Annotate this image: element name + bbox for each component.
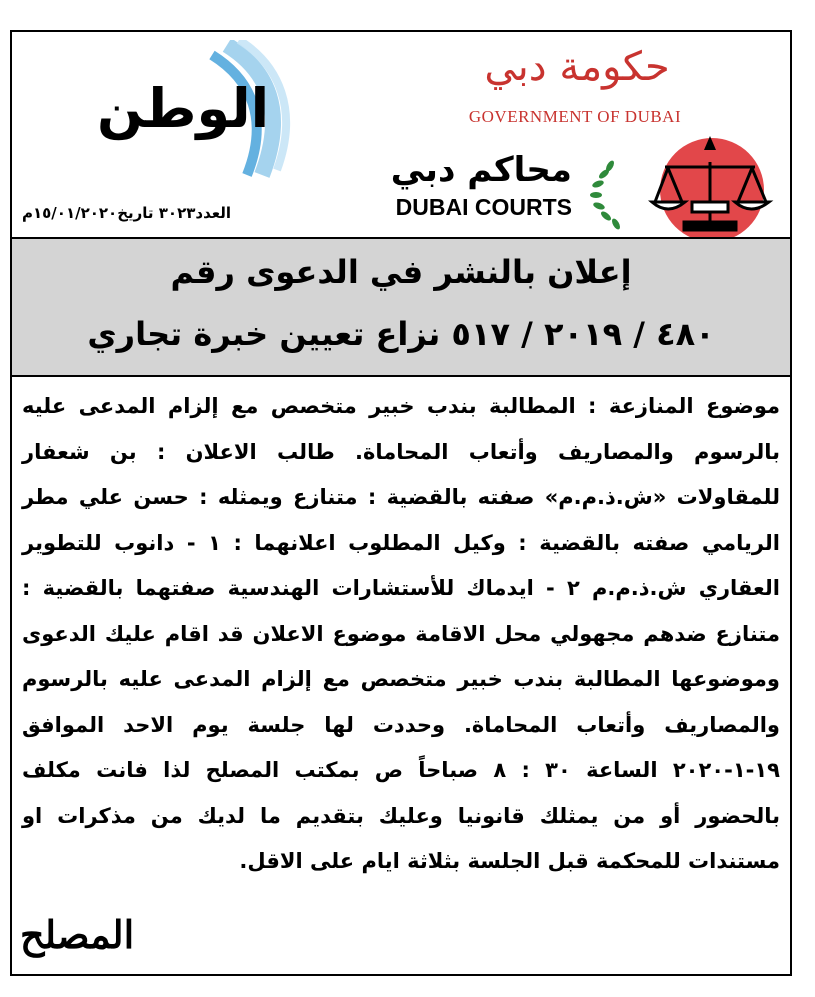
title-band [12, 237, 790, 377]
title-line-2: ٤٨٠ / ٢٠١٩ / ٥١٧ نزاع تعيين خبرة تجاري [87, 315, 715, 353]
courts-name-en: DUBAI COURTS [395, 194, 572, 220]
advertisement-frame [10, 30, 792, 976]
title-line-1: إعلان بالنشر في الدعوى رقم [170, 253, 632, 291]
courts-name-ar: محاكم دبي [390, 150, 572, 190]
newspaper-name: الوطن [97, 77, 270, 140]
issue-line: العدد٣٠٢٣ تاريخ١٥/٠١/٢٠٢٠م [22, 204, 232, 222]
government-name-en: GOVERNMENT OF DUBAI [468, 107, 682, 126]
header [12, 32, 790, 232]
wreath-icon [590, 159, 622, 230]
notice-body: موضوع المنازعة : المطالبة بندب خبير متخصص مع إلزام المدعى عليه بالرسوم والمصاريف وأتعاب المحاماة. طالب الاعلان : بن شعفار للمقاولات «ش.ذ.م.م» صفته بالقضية : متنازع ويمثله : حسن علي مطر الريامي صفته بالقضية : وكيل المطلوب اعلانهما : ١ - دانوب للتطوير العقاري ش.ذ.م.م ٢ - ايدماك للأستشارات الهندسية صفتهما بالقضية : متنازع ضدهم مجهولي محل الاقامة موضوع الاعلان قد اقام عليك الدعوى وموضوعها المطالبة بندب خبير متخصص مع إلزام المدعى عليه بالرسوم والمصاريف وأتعاب المحاماة. وحددت لها جلسة يوم الاحد الموافق ١٩-١-٢٠٢٠ الساعة ٣٠ : ٨ صباحاً ص بمكتب المصلح لذا فانت مكلف بالحضور أو من يمثلك قانونيا وعليك بتقديم ما لديك من مذكرات او مستندات للمحكمة قبل الجلسة بثلاثة ايام على الاقل. [22, 394, 780, 873]
signature: المصلح [20, 912, 135, 957]
scales-of-justice-icon [580, 132, 785, 242]
government-name-ar: حكومة دبي [484, 44, 670, 90]
